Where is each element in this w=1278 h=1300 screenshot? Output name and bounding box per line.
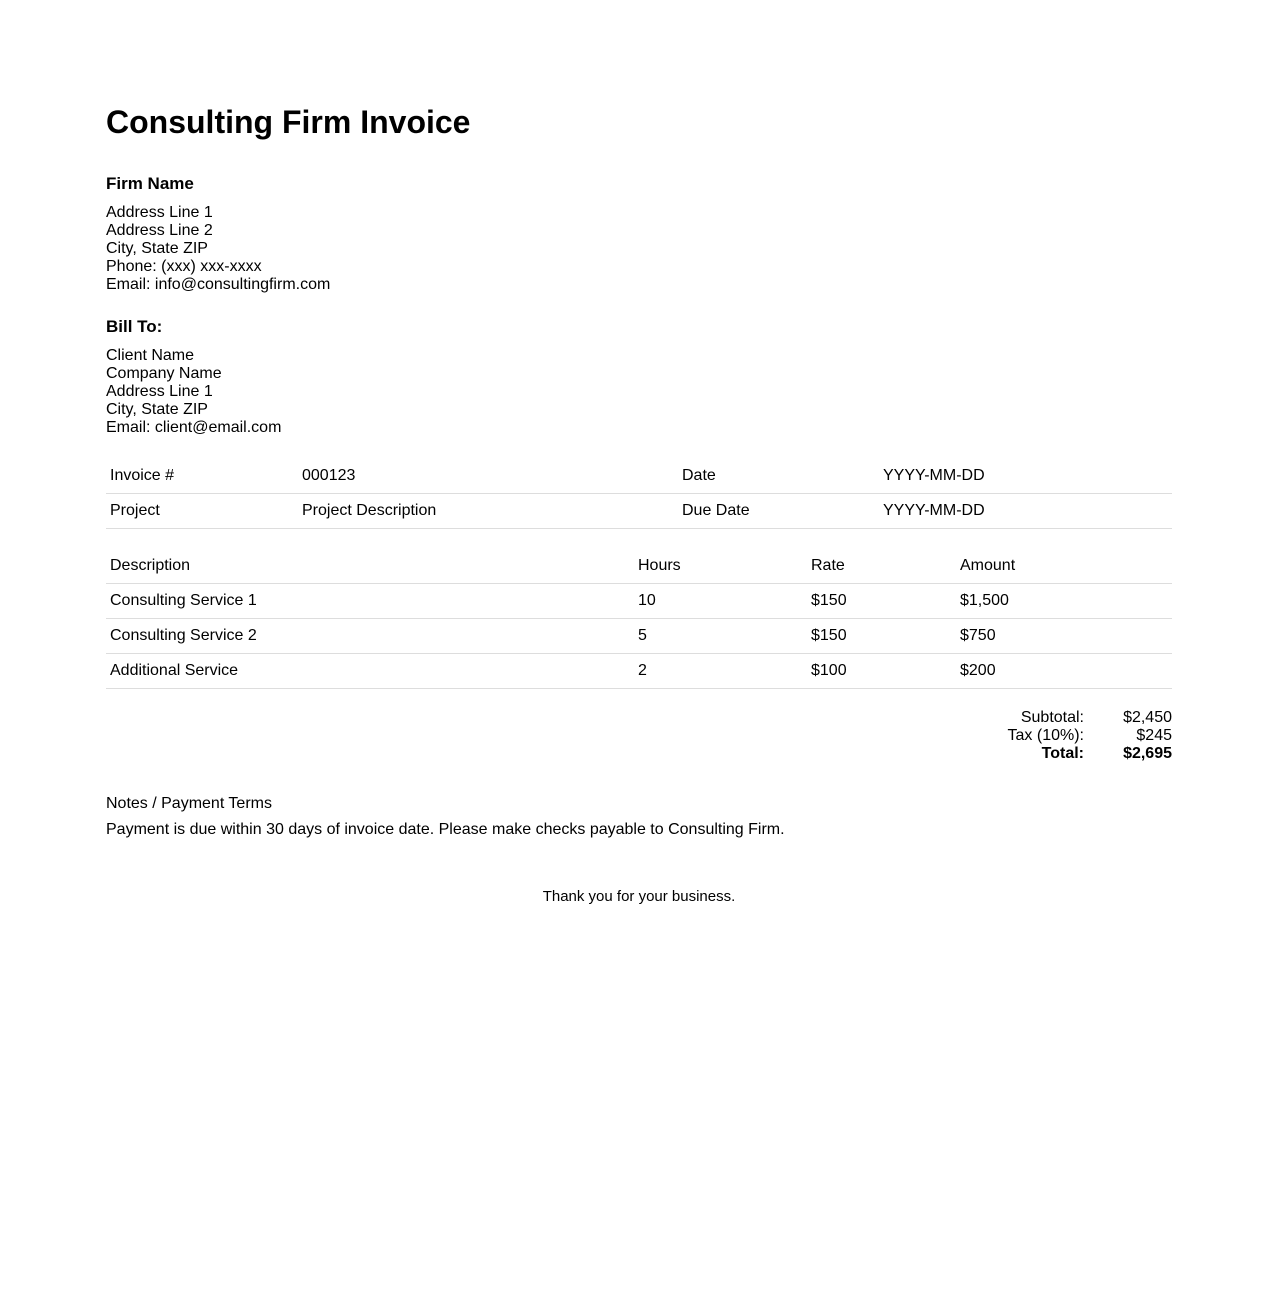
firm-email: Email: info@consultingfirm.com (106, 276, 331, 293)
notes-section (106, 795, 785, 839)
firm-phone: Phone: (xxx) xxx-xxxx (106, 258, 262, 275)
table-row (106, 494, 1172, 529)
meta-label: Date (678, 459, 879, 494)
meta-label: Project (106, 494, 298, 529)
item-description: Consulting Service 2 (106, 619, 634, 654)
notes-text: Payment is due within 30 days of invoice date. Please make checks payable to Consulting Firm. (106, 821, 785, 838)
client-address: Address Line 1 (106, 383, 213, 400)
firm-city-state-zip: City, State ZIP (106, 240, 208, 257)
client-company: Company Name (106, 365, 222, 382)
total-label: Total: (1041, 745, 1084, 762)
page-title: Consulting Firm Invoice (106, 104, 471, 140)
bill-to-heading: Bill To: (106, 317, 163, 336)
firm-address-line-1: Address Line 1 (106, 204, 213, 221)
item-hours: 10 (634, 584, 807, 619)
due-date: YYYY-MM-DD (879, 494, 1172, 529)
column-header: Rate (807, 549, 956, 584)
client-email: Email: client@email.com (106, 419, 282, 436)
invoice-meta-table (106, 459, 1172, 529)
item-rate: $100 (807, 654, 956, 689)
firm-address-line-2: Address Line 2 (106, 222, 213, 239)
tax-label: Tax (10%): (1007, 727, 1084, 744)
item-hours: 5 (634, 619, 807, 654)
table-row (106, 619, 1172, 654)
client-city-state-zip: City, State ZIP (106, 401, 208, 418)
column-header: Description (106, 549, 634, 584)
column-header: Hours (634, 549, 807, 584)
item-description: Additional Service (106, 654, 634, 689)
invoice-number: 000123 (298, 459, 678, 494)
invoice-date: YYYY-MM-DD (879, 459, 1172, 494)
item-rate: $150 (807, 619, 956, 654)
tax-value: $245 (1136, 727, 1172, 744)
meta-label: Invoice # (106, 459, 298, 494)
table-row (106, 654, 1172, 689)
line-items-table (106, 549, 1172, 689)
item-amount: $200 (956, 654, 1172, 689)
project-description: Project Description (298, 494, 678, 529)
item-rate: $150 (807, 584, 956, 619)
item-amount: $1,500 (956, 584, 1172, 619)
table-row (106, 584, 1172, 619)
total-value: $2,695 (1123, 745, 1172, 762)
item-hours: 2 (634, 654, 807, 689)
meta-label: Due Date (678, 494, 879, 529)
totals-block (944, 709, 1172, 763)
column-header: Amount (956, 549, 1172, 584)
item-description: Consulting Service 1 (106, 584, 634, 619)
client-name: Client Name (106, 347, 195, 364)
thank-you-footer: Thank you for your business. (542, 888, 736, 905)
table-row (106, 459, 1172, 494)
table-header-row (106, 549, 1172, 584)
firm-info (106, 174, 330, 294)
firm-name: Firm Name (106, 174, 194, 193)
bill-to (106, 317, 281, 437)
subtotal-value: $2,450 (1123, 709, 1172, 726)
item-amount: $750 (956, 619, 1172, 654)
notes-title: Notes / Payment Terms (106, 795, 272, 812)
subtotal-label: Subtotal: (1020, 709, 1084, 726)
